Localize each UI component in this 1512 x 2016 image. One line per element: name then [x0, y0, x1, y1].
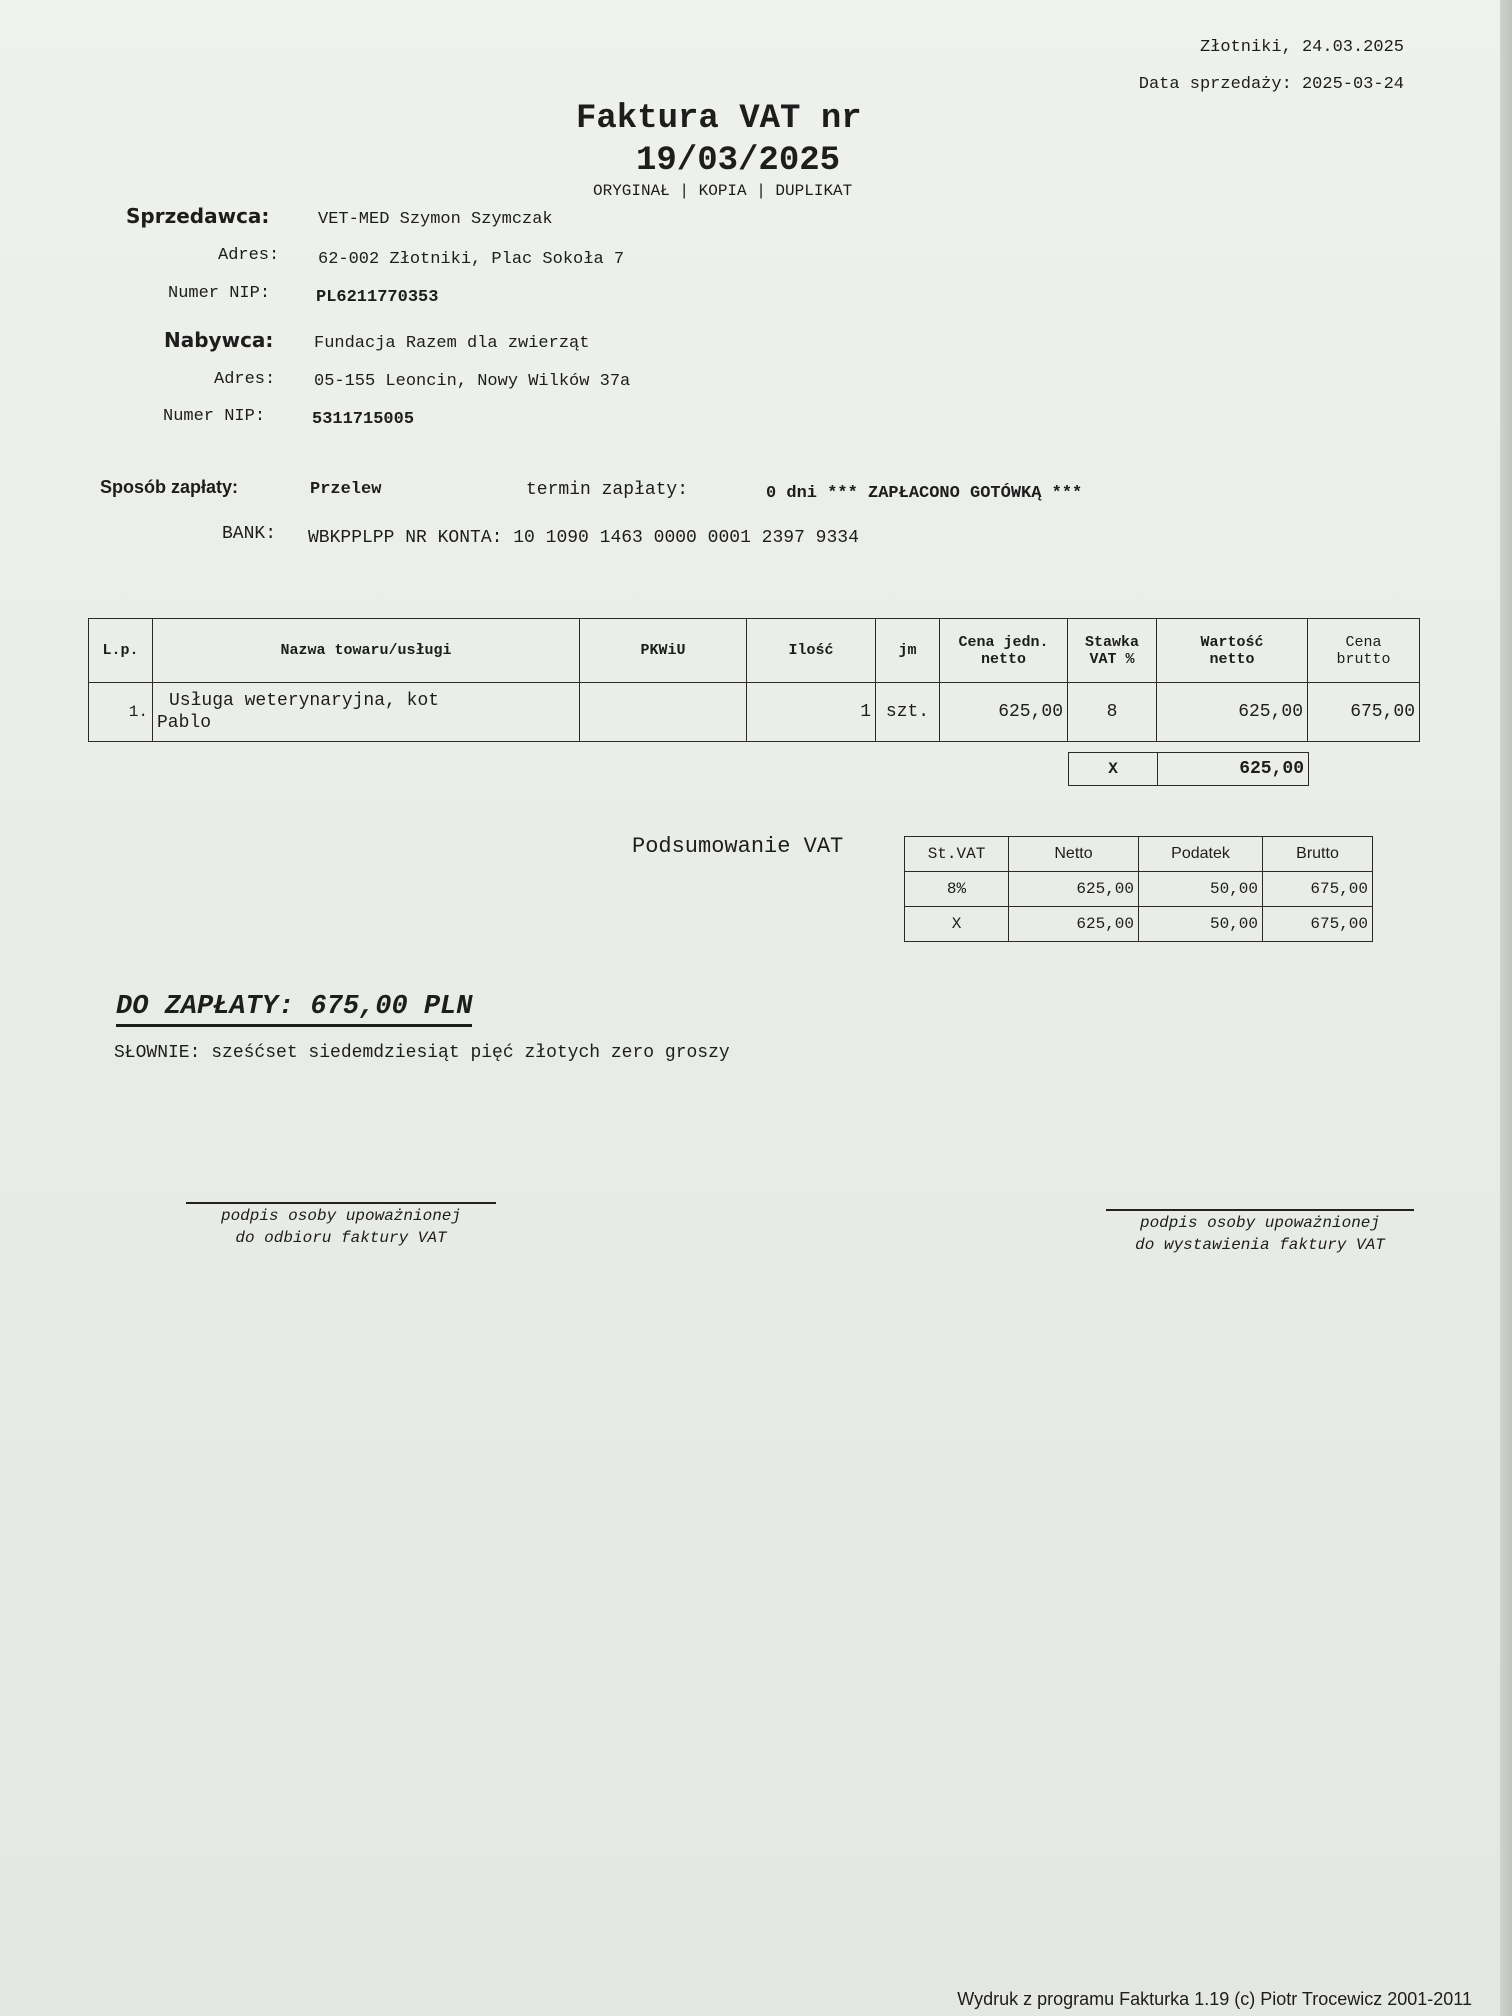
col-net-value	[1157, 619, 1308, 683]
col-lp: L.p.	[89, 619, 153, 683]
row-unit: szt.	[876, 683, 940, 742]
col-unit-price	[940, 619, 1068, 683]
vat-summary-title: Podsumowanie VAT	[632, 834, 844, 859]
signature-line-right	[1106, 1209, 1414, 1211]
signature-right-line2: do wystawienia faktury VAT	[1135, 1236, 1385, 1254]
footer-credit: Wydruk z programu Fakturka 1.19 (c) Piotr Trocewicz 2001-2011	[957, 1989, 1472, 2009]
paper-edge	[1500, 0, 1512, 2016]
seller-address-label: Adres:	[218, 246, 280, 265]
buyer-address: 05-155 Leoncin, Nowy Wilków 37a	[314, 372, 631, 391]
sale-date: Data sprzedaży: 2025-03-24	[1138, 75, 1404, 94]
bank-account: WBKPPLPP NR KONTA: 10 1090 1463 0000 0001 2397 9334	[308, 528, 859, 548]
col-gross-price-line2: brutto	[1336, 650, 1391, 668]
place-date: Złotniki, 24.03.2025	[1199, 38, 1404, 57]
row-name-line2: Pablo	[157, 713, 212, 733]
col-unit-price-line1: Cena jedn.	[958, 633, 1049, 651]
row-unit-price: 625,00	[940, 683, 1068, 742]
vat-rate: X	[905, 907, 1009, 942]
vat-gross: 675,00	[1263, 907, 1373, 942]
vat-gross: 675,00	[1263, 872, 1373, 907]
total-net: 625,00	[1158, 753, 1309, 786]
row-net-value: 625,00	[1157, 683, 1308, 742]
col-net-value-line2: netto	[1209, 650, 1255, 668]
row-name	[153, 683, 580, 742]
col-vat-rate-line1: Stawka	[1084, 633, 1139, 651]
total-label: X	[1069, 753, 1158, 786]
items-total	[1068, 752, 1309, 786]
buyer-nip-label: Numer NIP:	[163, 407, 266, 426]
vat-rate: 8%	[905, 872, 1009, 907]
row-pkwiu	[580, 683, 747, 742]
buyer-label: Nabywca:	[164, 328, 274, 352]
invoice-number: 19/03/2025	[636, 142, 841, 180]
buyer-address-label: Adres:	[214, 370, 276, 389]
signature-caption-right	[1106, 1212, 1414, 1256]
vat-col-tax: Podatek	[1139, 837, 1263, 872]
vat-tax: 50,00	[1139, 872, 1263, 907]
signature-left-line2: do odbioru faktury VAT	[235, 1229, 447, 1247]
vat-tax: 50,00	[1139, 907, 1263, 942]
col-vat-rate	[1068, 619, 1157, 683]
row-gross-price: 675,00	[1308, 683, 1420, 742]
vat-col-net: Netto	[1009, 837, 1139, 872]
row-name-line1: Usługa weterynaryjna, kot	[169, 691, 440, 711]
signature-left-line1: podpis osoby upoważnionej	[220, 1207, 462, 1225]
items-header-row	[89, 619, 1420, 683]
payment-method: Przelew	[310, 480, 382, 499]
col-pkwiu: PKWiU	[580, 619, 747, 683]
buyer-nip: 5311715005	[312, 410, 415, 429]
vat-net: 625,00	[1009, 872, 1139, 907]
payment-term: 0 dni *** ZAPŁACONO GOTÓWKĄ ***	[766, 484, 1083, 503]
col-qty: Ilość	[747, 619, 876, 683]
seller-label: Sprzedawca:	[126, 204, 270, 228]
col-vat-rate-line2: VAT %	[1089, 650, 1135, 668]
col-unit: jm	[876, 619, 940, 683]
vat-col-gross: Brutto	[1263, 837, 1373, 872]
payment-method-label: Sposób zapłaty:	[100, 477, 239, 497]
col-name: Nazwa towaru/usługi	[153, 619, 580, 683]
signature-line-left	[186, 1202, 496, 1204]
vat-col-rate: St.VAT	[905, 837, 1009, 872]
signature-caption-left	[186, 1205, 496, 1249]
seller-address: 62-002 Złotniki, Plac Sokoła 7	[318, 250, 625, 269]
row-vat-rate: 8	[1068, 683, 1157, 742]
payment-term-label: termin zapłaty:	[526, 480, 689, 500]
amount-in-words: SŁOWNIE: sześćset siedemdziesiąt pięć złotych zero groszy	[114, 1043, 730, 1063]
vat-header-row	[905, 837, 1373, 872]
row-qty: 1	[747, 683, 876, 742]
table-row	[89, 683, 1420, 742]
col-net-value-line1: Wartość	[1200, 633, 1264, 651]
invoice-title: Faktura VAT nr	[576, 100, 862, 138]
col-gross-price	[1308, 619, 1420, 683]
seller-nip: PL6211770353	[316, 288, 439, 307]
buyer-name: Fundacja Razem dla zwierząt	[314, 334, 590, 353]
bank-label: BANK:	[222, 524, 277, 544]
amount-due: DO ZAPŁATY: 675,00 PLN	[116, 992, 472, 1027]
vat-net: 625,00	[1009, 907, 1139, 942]
vat-summary-table	[904, 836, 1373, 942]
seller-name: VET-MED Szymon Szymczak	[318, 210, 553, 229]
seller-nip-label: Numer NIP:	[168, 284, 271, 303]
col-gross-price-line1: Cena	[1345, 633, 1382, 651]
table-row	[905, 872, 1373, 907]
items-table	[88, 618, 1420, 742]
table-row	[905, 907, 1373, 942]
signature-right-line1: podpis osoby upoważnionej	[1139, 1214, 1381, 1232]
copy-type: ORYGINAŁ | KOPIA | DUPLIKAT	[593, 182, 853, 200]
row-lp: 1.	[89, 683, 153, 742]
col-unit-price-line2: netto	[980, 650, 1026, 668]
